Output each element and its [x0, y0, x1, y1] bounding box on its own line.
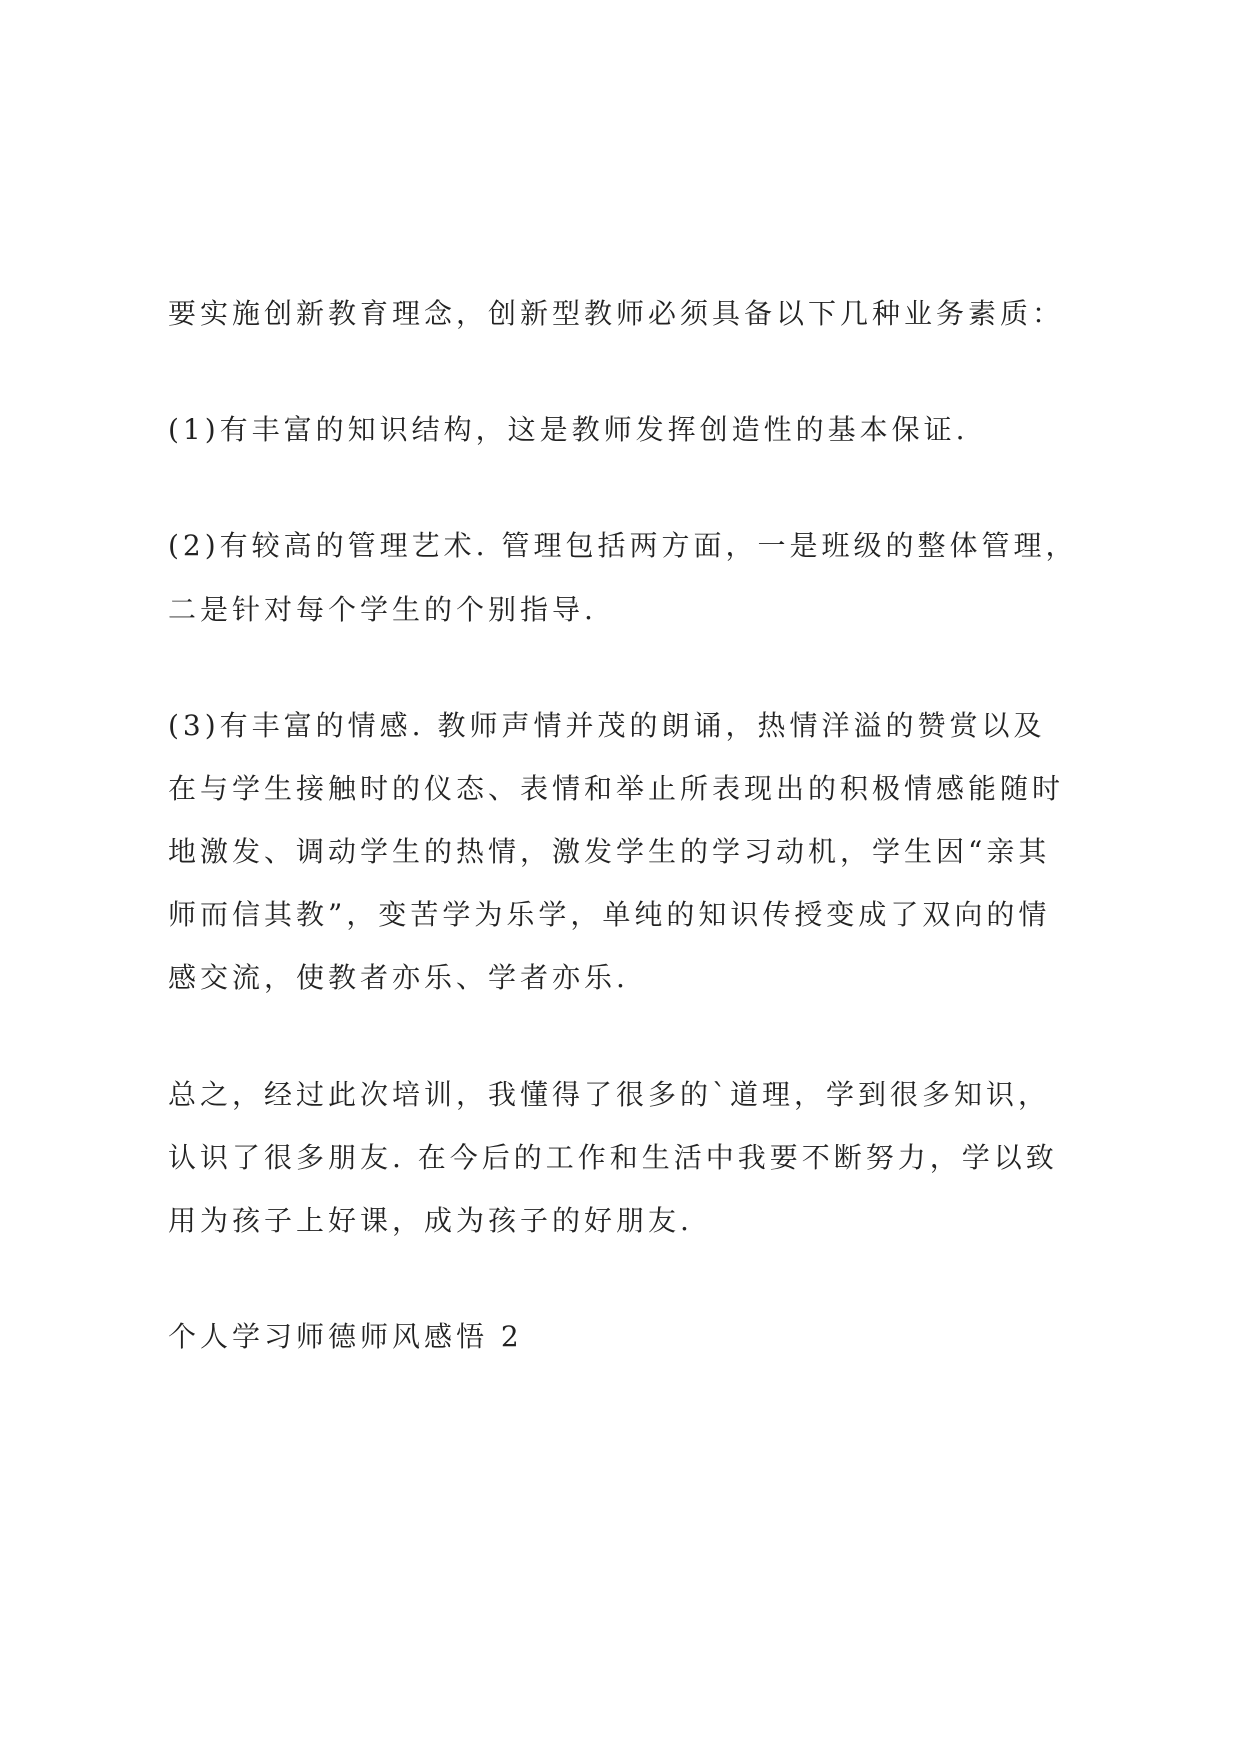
item3-line-4: 师而信其教”，变苦学为乐学，单纯的知识传授变成了双向的情: [168, 898, 1051, 931]
item2-line-1: (2)有较高的管理艺术. 管理包括两方面，一是班级的整体管理，: [168, 529, 1078, 562]
next-section-title: 个人学习师德师风感悟 2: [168, 1320, 523, 1353]
item3-line-1: (3)有丰富的情感. 教师声情并茂的朗诵，热情洋溢的赞赏以及: [168, 709, 1046, 742]
item2-line-2: 二是针对每个学生的个别指导.: [168, 593, 597, 626]
item3-line-2: 在与学生接触时的仪态、表情和举止所表现出的积极情感能随时: [168, 772, 1065, 805]
conclusion-line-1: 总之，经过此次培训，我懂得了很多的`道理，学到很多知识，: [168, 1078, 1051, 1111]
item1-line: (1)有丰富的知识结构，这是教师发挥创造性的基本保证.: [168, 413, 969, 446]
item3-line-5: 感交流，使教者亦乐、学者亦乐.: [168, 961, 629, 994]
item3-line-3: 地激发、调动学生的热情，激发学生的学习动机，学生因“亲其: [168, 835, 1051, 868]
conclusion-line-3: 用为孩子上好课，成为孩子的好朋友.: [168, 1204, 693, 1237]
intro-line: 要实施创新教育理念，创新型教师必须具备以下几种业务素质：: [168, 297, 1065, 330]
conclusion-line-2: 认识了很多朋友. 在今后的工作和生活中我要不断努力，学以致: [168, 1141, 1058, 1174]
